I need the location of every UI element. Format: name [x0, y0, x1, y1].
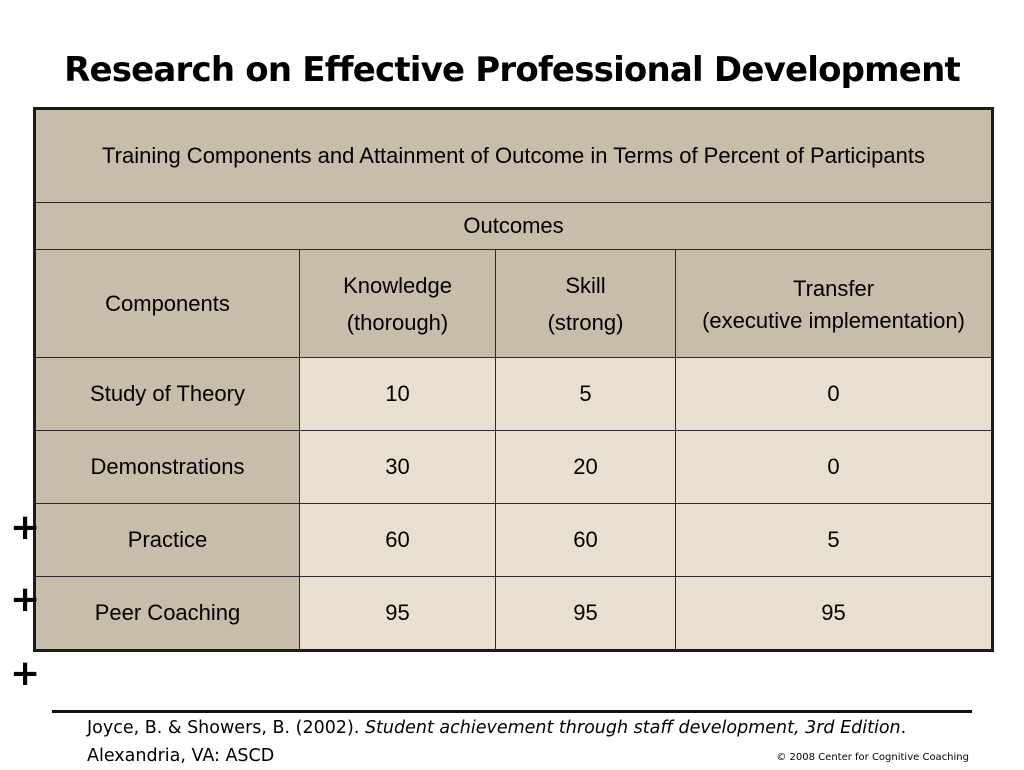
- plus-sign-peer-coaching: +: [10, 579, 41, 620]
- table-header-cell: Training Components and Attainment of Outcome in Terms of Percent of Participants: [35, 109, 993, 203]
- column-header-transfer-sub: (executive implementation): [702, 308, 965, 333]
- skill-cell: 60: [496, 504, 676, 577]
- column-header-skill: [496, 250, 676, 358]
- transfer-cell: 0: [676, 431, 993, 504]
- citation-title: Student achievement through staff development, 3rd Edition: [364, 718, 901, 738]
- slide-title: Research on Effective Professional Development: [64, 50, 960, 90]
- component-cell: Practice: [35, 504, 300, 577]
- table-row: [35, 431, 993, 504]
- table-row: [35, 577, 993, 651]
- column-header-transfer-title: Transfer: [792, 276, 875, 301]
- component-cell: Peer Coaching: [35, 577, 300, 651]
- column-header-row: [35, 250, 993, 358]
- outcomes-table: [33, 107, 994, 652]
- outcomes-row: [35, 203, 993, 250]
- transfer-cell: 5: [676, 504, 993, 577]
- column-header-transfer: [676, 250, 993, 358]
- column-header-skill-title: Skill: [565, 272, 606, 298]
- column-header-skill-sub: (strong): [547, 309, 624, 335]
- skill-cell: 95: [496, 577, 676, 651]
- transfer-cell: 0: [676, 358, 993, 431]
- column-header-knowledge-sub: (thorough): [346, 309, 449, 335]
- footer-divider: [52, 710, 972, 713]
- components-label: Components: [35, 250, 300, 358]
- citation-publisher: . Alexandria, VA: ASCD: [87, 718, 907, 766]
- citation-authors: Joyce, B. & Showers, B. (2002).: [87, 718, 365, 738]
- transfer-cell: 95: [676, 577, 993, 651]
- table-row: [35, 358, 993, 431]
- component-cell: Study of Theory: [35, 358, 300, 431]
- knowledge-cell: 95: [300, 577, 496, 651]
- table-row: [35, 504, 993, 577]
- column-header-knowledge: [300, 250, 496, 358]
- knowledge-cell: 60: [300, 504, 496, 577]
- table-header-row: [35, 109, 993, 203]
- plus-sign-practice: +: [10, 507, 41, 548]
- skill-cell: 5: [496, 358, 676, 431]
- copyright-notice: © 2008 Center for Cognitive Coaching: [776, 752, 969, 763]
- component-cell: Demonstrations: [35, 431, 300, 504]
- knowledge-cell: 10: [300, 358, 496, 431]
- outcomes-label: Outcomes: [35, 203, 993, 250]
- knowledge-cell: 30: [300, 431, 496, 504]
- skill-cell: 20: [496, 431, 676, 504]
- column-header-knowledge-title: Knowledge: [343, 272, 452, 298]
- plus-sign-bottom: +: [10, 653, 41, 694]
